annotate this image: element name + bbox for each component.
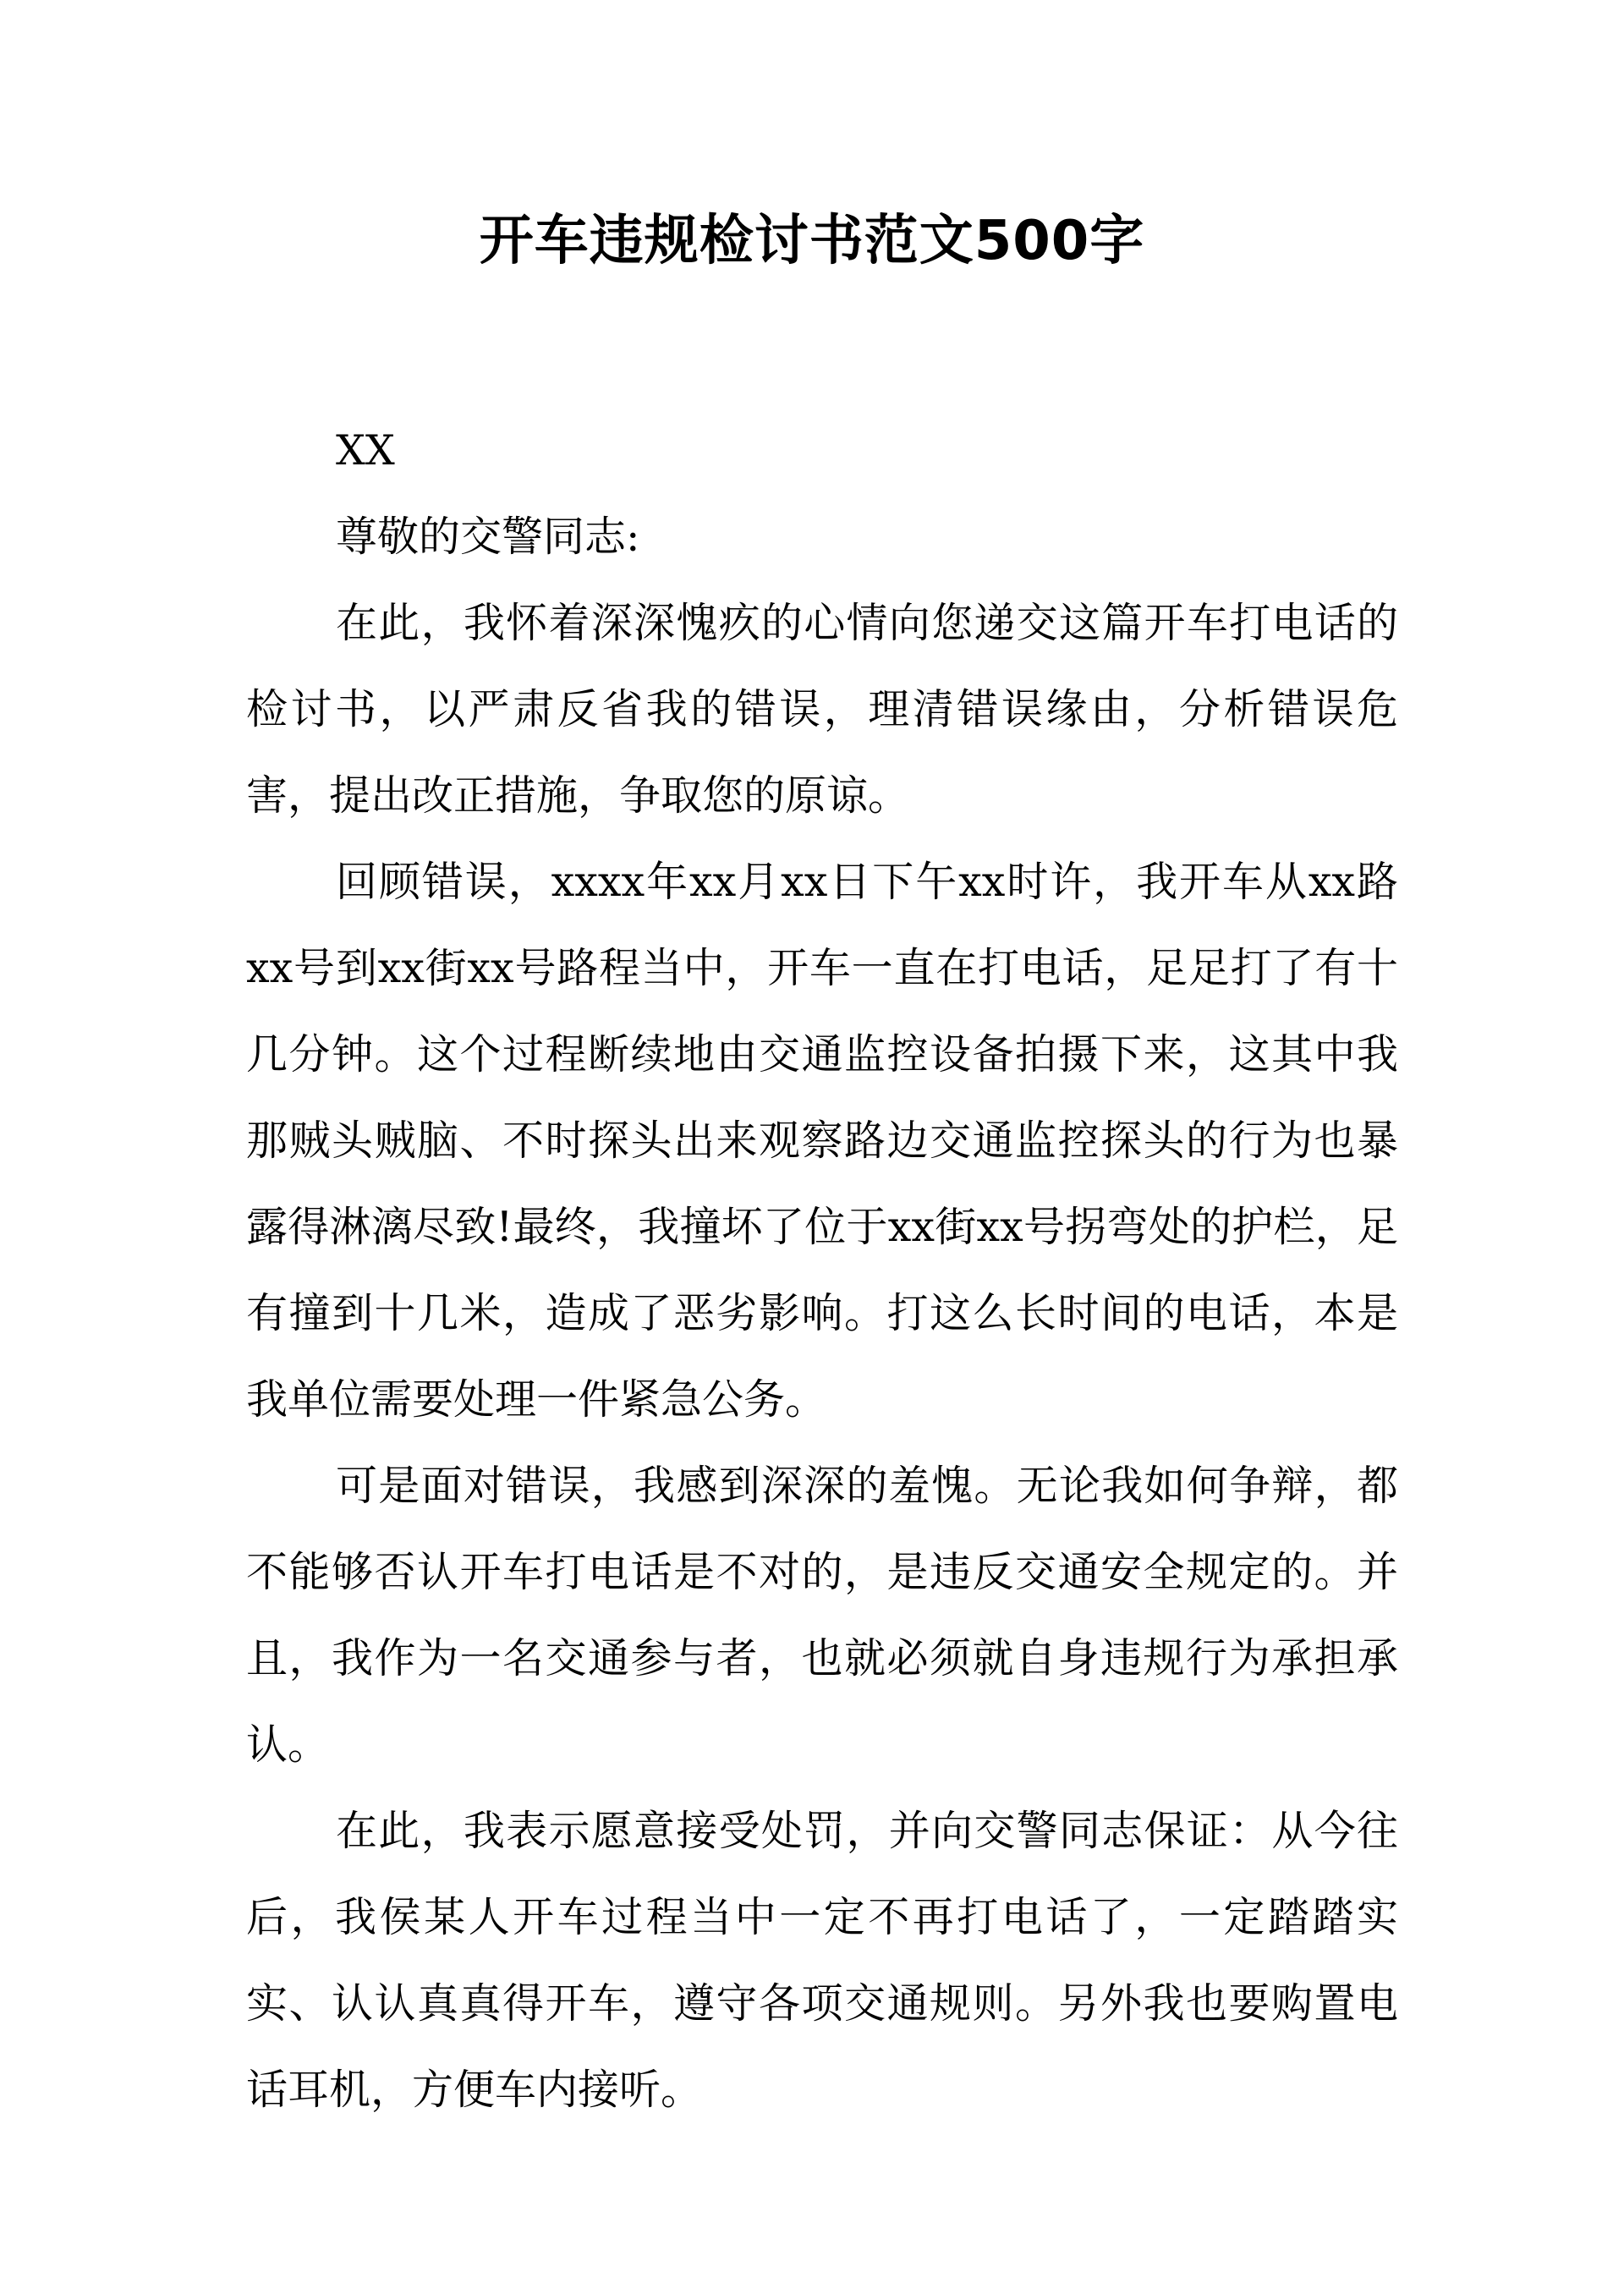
salutation: 尊敬的交警同志: [336, 513, 640, 561]
document-title: 开车违规检讨书范文500字 [479, 210, 1145, 272]
paragraph-promise: 在此，我表示愿意接受处罚，并向交警同志保证：从今往后，我侯某人开车过程当中一定不再打电话了，一定踏踏实实、认认真真得开车，遵守各项交通规则。另外我也要购置电话耳机，方便车内接听。 [246, 1807, 1398, 2114]
paragraph-review: 回顾错误，xxxx年xx月xx日下午xx时许，我开车从xx路xx号到xx街xx号路程当中，开车一直在打电话，足足打了有十几分钟。这个过程断续地由交通监控设备拍摄下来，这其中我那贼头贼脑、不时探头出来观察路边交通监控探头的行为也暴露得淋漓尽致!最终，我撞坏了位于xx街xx号拐弯处的护栏，足有撞到十几米，造成了恶劣影响。打这么长时间的电话，本是我单位需要处理一件紧急公务。 [246, 858, 1398, 1424]
paragraph-reflection: 可是面对错误，我感到深深的羞愧。无论我如何争辩，都不能够否认开车打电话是不对的，是违反交通安全规定的。并且，我作为一名交通参与者，也就必须就自身违规行为承担承认。 [246, 1462, 1398, 1769]
author-mark: XX [336, 426, 395, 475]
document-body [246, 408, 1398, 2133]
paragraph-intro: 在此，我怀着深深愧疚的心情向您递交这篇开车打电话的检讨书，以严肃反省我的错误，理清错误缘由，分析错误危害，提出改正措施，争取您的原谅。 [246, 599, 1398, 820]
